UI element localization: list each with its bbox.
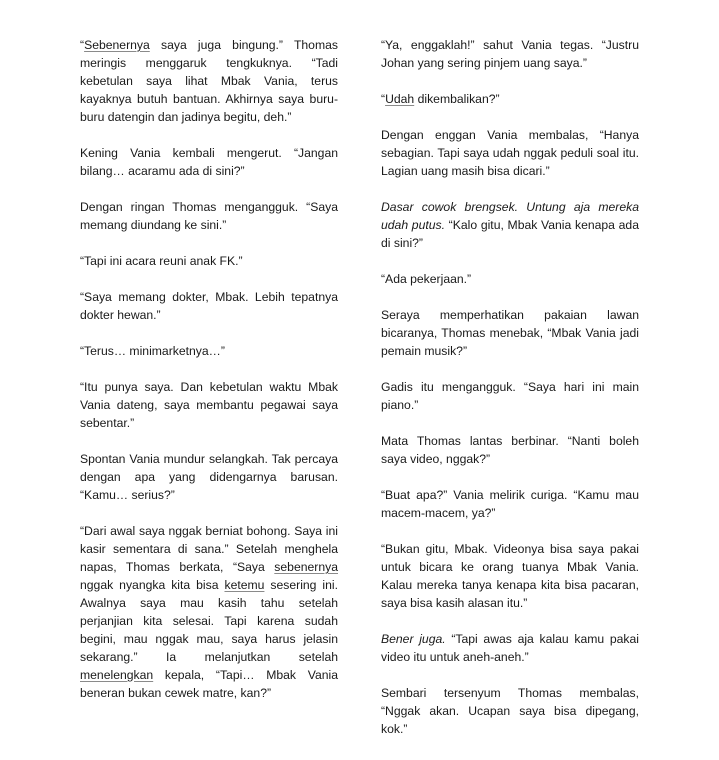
text-run: saya juga bingung.” Thomas meringis menggaruk tengkuknya. “Tadi kebetulan saya lihat Mbak Vania, terus kayaknya butuh bantuan. Akhirnya saya buru-buru datengin dan jadinya begitu, deh.” (80, 38, 338, 124)
left-text-column (80, 36, 338, 702)
italic-thought: Bener juga. (381, 632, 446, 646)
paragraph (381, 630, 639, 666)
italic-thought: Dasar cowok brengsek. Untung aja mereka udah putus. (381, 200, 639, 232)
underlined-word: Udah (385, 92, 415, 106)
text-run: kepala, “Tapi… Mbak Vania beneran bukan cewek matre, kan?” (80, 668, 338, 700)
underlined-word: sebenernya (274, 560, 338, 574)
paragraph (80, 522, 338, 702)
text-run: “Dari awal saya nggak berniat bohong. Saya ini kasir sementara di sana.” Setelah menghela napas, Thomas berkata, “Saya (80, 524, 338, 574)
paragraph: “Tapi ini acara reuni anak FK.” (80, 254, 243, 268)
paragraph: “Itu punya saya. Dan kebetulan waktu Mbak Vania dateng, saya membantu pegawai saya sebentar.” (80, 380, 338, 430)
paragraph: “Ada pekerjaan.” (381, 272, 472, 286)
paragraph: “Buat apa?” Vania melirik curiga. “Kamu mau macem-macem, ya?” (381, 488, 639, 520)
text-run: sesering ini. Awalnya saya mau kasih tahu setelah perjanjian kita selesai. Tapi karena sudah begini, mau nggak mau, saya harus jelasin sekarang.” Ia melanjutkan setelah (80, 578, 339, 664)
text-run: dikembalikan?” (414, 92, 500, 106)
paragraph: “Terus… minimarketnya…” (80, 344, 225, 358)
underlined-word: ketemu (224, 578, 265, 592)
underlined-word: menelengkan (80, 668, 154, 682)
paragraph: Spontan Vania mundur selangkah. Tak percaya dengan apa yang didengarnya barusan. “Kamu… serius?” (80, 452, 338, 502)
paragraph: “Saya memang dokter, Mbak. Lebih tepatnya dokter hewan.” (80, 290, 338, 322)
paragraph: “Bukan gitu, Mbak. Videonya bisa saya pakai untuk bicara ke orang tuanya Mbak Vania. Kalau mereka tanya kenapa kita bisa pacaran, saya bisa kasih alasan itu.” (381, 542, 639, 610)
text-run: “Tapi awas aja kalau kamu pakai video itu untuk aneh-aneh.” (381, 632, 639, 664)
right-text-column (381, 36, 639, 738)
paragraph (381, 198, 639, 252)
text-run: “ (381, 92, 386, 106)
text-run: “ (80, 38, 85, 52)
paragraph: “Ya, enggaklah!” sahut Vania tegas. “Justru Johan yang sering pinjem uang saya.” (381, 38, 639, 70)
underlined-word: Sebenernya (84, 38, 150, 52)
paragraph: Mata Thomas lantas berbinar. “Nanti boleh saya video, nggak?” (381, 434, 639, 466)
paragraph: Gadis itu mengangguk. “Saya hari ini main piano.” (381, 380, 639, 412)
paragraph: Dengan ringan Thomas mengangguk. “Saya memang diundang ke sini.” (80, 200, 338, 232)
text-run: nggak nyangka kita bisa (80, 578, 225, 592)
paragraph: Sembari tersenyum Thomas membalas, “Nggak akan. Ucapan saya bisa dipegang, kok.” (381, 686, 639, 736)
paragraph: Dengan enggan Vania membalas, “Hanya sebagian. Tapi saya udah nggak peduli soal itu. Lagian uang masih bisa dicari.” (381, 128, 639, 178)
paragraph (381, 90, 639, 108)
paragraph: Seraya memperhatikan pakaian lawan bicaranya, Thomas menebak, “Mbak Vania jadi pemain musik?” (381, 308, 639, 358)
text-run: “Kalo gitu, Mbak Vania kenapa ada di sini?” (381, 218, 639, 250)
paragraph: Kening Vania kembali mengerut. “Jangan bilang… acaramu ada di sini?” (80, 146, 338, 178)
paragraph (80, 36, 338, 126)
